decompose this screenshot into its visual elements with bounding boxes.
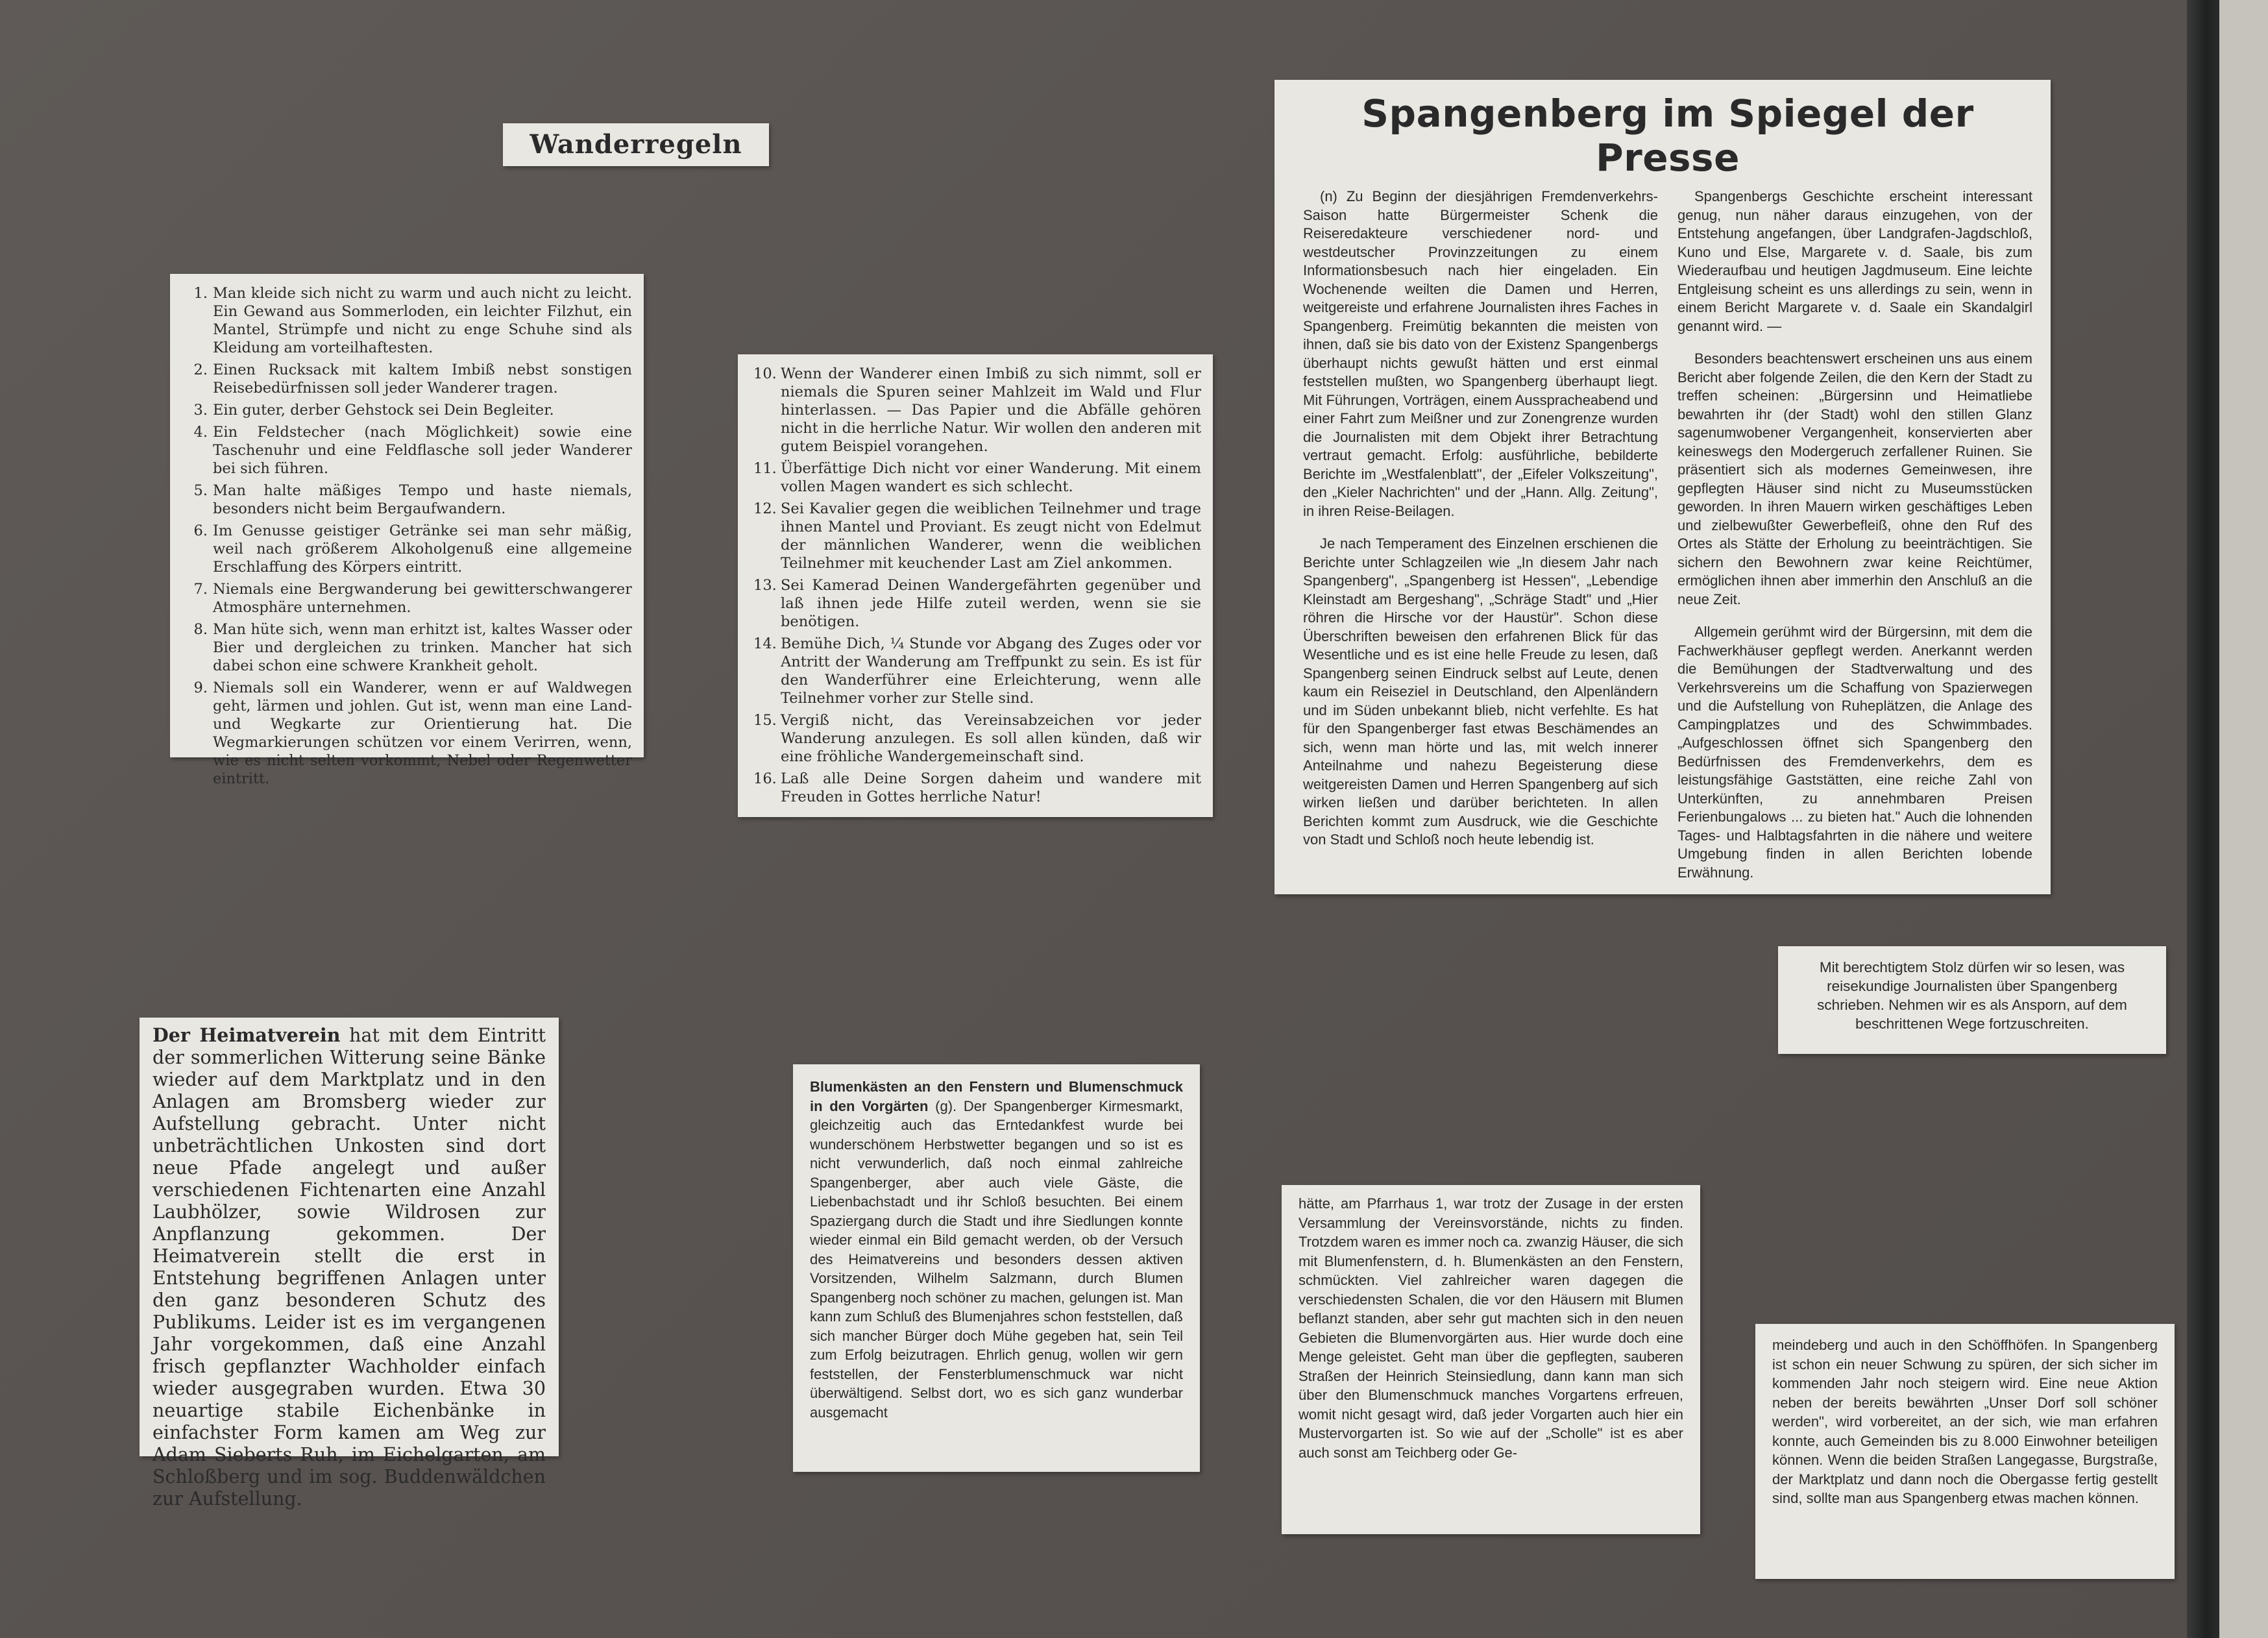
rule-number: 11. xyxy=(753,460,777,477)
stolz-clipping: Mit berechtigtem Stolz dürfen wir so lesen, was reisekundige Journalisten über Spangenberg schrieben. Nehmen wir es als Ansporn, auf dem beschrittenen Wege fortzuschreiten. xyxy=(1778,946,2166,1054)
rule-text: Ein Feldstecher (nach Möglichkeit) sowie eine Taschenuhr und eine Feldflasche soll jeder Wanderer bei sich führen. xyxy=(213,424,632,477)
press-paragraph: Besonders beachtenswert erscheinen uns aus einem Bericht aber folgende Zeilen, die den Kern der Stadt zu treffen scheinen: „Bürgersinn und Heimatliebe bewahrten ihr (der Stadt) wohl den stillen Glanz sagenumwobener Vergangenheit, konservierten aber keineswegs den Modergeruch zerfallener Ruinen. Sie präsentiert sich als modernes Gemeinwesen, ihre gepflegten Häuser sind nicht zu Museumsstücken geworden. In ihren Mauern wirken geschäftiges Leben und zielbewußter Gewerbefleiß, ohne den Ruf des Ortes als Stätte der Erholung zu beeinträchtigen. Sie sichern den Bewohnern zwar keine Reichtümer, ermöglichen ihnen aber immerhin den Anschluß an die neue Zeit. xyxy=(1677,350,2032,607)
rule-item xyxy=(186,482,632,518)
heimatverein-text xyxy=(152,1024,546,1510)
rule-number: 7. xyxy=(193,581,208,598)
rules-clipping-1 xyxy=(170,274,644,787)
rule-text: Sei Kavalier gegen die weiblichen Teilnehmer und trage ihnen Mantel und Proviant. Es zeugt nicht von Edelmut der männlichen Wanderer, wenn die weiblichen Teilnehmer mit keuchender Last am Ziel ankommen. xyxy=(781,500,1201,572)
rule-number: 15. xyxy=(753,712,777,729)
press-column-1 xyxy=(1303,188,1658,896)
rule-item xyxy=(753,770,1201,806)
press-headline: Spangenberg im Spiegel der Presse xyxy=(1361,92,1974,180)
rule-item xyxy=(186,284,632,357)
rule-text: Niemals eine Bergwanderung bei gewitterschwangerer Atmosphäre unternehmen. xyxy=(213,581,632,616)
press-paragraph: Spangenbergs Geschichte erscheint interessant genug, nun näher daraus einzugehen, von der Entstehung angefangen, über Landgrafen-Jagdschloß, Kuno und Else, Margarete v. d. Saale, bis zum Wiederaufbau und heutigen Jagdmuseum. Eine leichte Entgleisung scheint es uns allerdings zu sein, wenn in einem Bericht Margarete v. d. Saale ein Skandalgirl genannt wird. — xyxy=(1677,188,2032,334)
rule-number: 3. xyxy=(193,402,208,419)
rule-text: Laß alle Deine Sorgen daheim und wandere mit Freuden in Gottes herrliche Natur! xyxy=(781,770,1201,805)
rule-number: 14. xyxy=(753,635,777,652)
blumen-clipping-1 xyxy=(793,1064,1200,1472)
heimatverein-clipping xyxy=(140,1018,559,1510)
rule-item xyxy=(753,711,1201,766)
rule-number: 16. xyxy=(753,770,777,787)
blumen-text-1 xyxy=(810,1077,1183,1422)
rule-item xyxy=(753,365,1201,456)
rule-text: Man hüte sich, wenn man erhitzt ist, kaltes Wasser oder Bier und dergleichen zu trinken. Mancher hat sich dabei schon eine schwere Krankheit geholt. xyxy=(213,621,632,674)
rule-item xyxy=(753,500,1201,572)
rule-item xyxy=(186,423,632,478)
rule-number: 12. xyxy=(753,500,777,517)
rule-item xyxy=(753,576,1201,631)
rule-item xyxy=(753,459,1201,496)
rule-number: 10. xyxy=(753,365,777,382)
rule-text: Überfättige Dich nicht vor einer Wanderung. Mit einem vollen Magen wandert es sich schlecht. xyxy=(781,460,1201,495)
blumen-body-1: (g). Der Spangenberger Kirmesmarkt, gleichzeitig auch das Erntedankfest wurde bei wunderschönem Herbstwetter begangen und so ist es nicht verwunderlich, daß noch einmal zahlreiche Spangenberger, aber auch viele Gäste, die Liebenbachstadt und ihr Schloß besuchten. Bei einem Spaziergang durch die Stadt und ihre Siedlungen konnte wieder einmal ein Bild gemacht werden, ob der Versuch des Heimatvereins und besonders dessen aktiven Vorsitzenden, Wilhelm Salzmann, durch Blumen Spangenberg noch schöner zu machen, gelungen ist. Man kann zum Schluß des Blumenjahres schon feststellen, daß sich mancher Bürger doch Mühe gegeben hat, sein Teil zum Erfolg beizutragen. Ehrlich genug, wollen wir gern feststellen, der Fensterblumenschmuck war nicht überwältigend. Selbst dort, wo es sich ganz wunderbar ausgemacht xyxy=(810,1097,1184,1421)
blumen-clipping-3: meindeberg und auch in den Schöffhöfen. In Spangenberg ist schon ein neuer Schwung zu spüren, der sich sicher im kommenden Jahr noch steigern wird. Eine neue Aktion neben der bereits bewährten „Unser Dorf soll schöner werden", wird vorbereitet, an der sich, wie man erfahren konnte, auch Gemeinden bis zu 8.000 Einwohner beteiligen können. Wenn die beiden Straßen Langegasse, Burgstraße, der Marktplatz und dann noch die Obergasse fertig gestellt sind, sollte man aus Spangenberg etwas machen können. xyxy=(1755,1324,2175,1579)
rule-item xyxy=(186,522,632,576)
rule-text: Einen Rucksack mit kaltem Imbiß nebst sonstigen Reisebedürfnissen soll jeder Wanderer tragen. xyxy=(213,361,632,397)
rule-text: Niemals soll ein Wanderer, wenn er auf Waldwegen geht, lärmen und johlen. Gut ist, wenn man eine Land- und Wegkarte zur Orientierung hat. Die Wegmarkierungen schützen vor einem Verirren, wenn, wie es nicht selten vorkommt, Nebel oder Regenwetter eintritt. xyxy=(213,679,632,787)
press-paragraph: Allgemein gerühmt wird der Bürgersinn, mit dem die Fachwerkhäuser gepflegt werden. Anerkannt werden die Bemühungen der Stadtverwaltung und des Verkehrsvereins um die Schaffung von Spazierwegen und die Aufstellung von Ruheplätzen, die Anlage des Campingplatzes und des Schwimmbades. „Aufgeschlossen öffnet sich Spangenberg den Bedürfnissen des Fremdenverkehrs, dem es leistungsfähige Gaststätten, eine reiche Zahl von Unterkünften, zu annehmbaren Preisen Ferienbungalows ... zu bieten hat." Auch die lohnenden Tages- und Halbtagsfahrten in die nähere und weitere Umgebung finden in allen Berichten lobende Erwähnung. xyxy=(1677,624,2032,881)
rule-text: Man halte mäßiges Tempo und haste niemals, besonders nicht beim Bergaufwandern. xyxy=(213,482,632,517)
rule-text: Bemühe Dich, ¼ Stunde vor Abgang des Zuges oder vor Antritt der Wanderung am Treffpunkt zu sein. Es ist für den Wanderführer eine Erleichterung, wenn alle Teilnehmer vorher zur Stelle sind. xyxy=(781,635,1201,707)
rule-text: Man kleide sich nicht zu warm und auch nicht zu leicht. Ein Gewand aus Sommerloden, ein leichter Filzhut, ein Mantel, Strümpfe und nicht zu enge Schuhe sind als Kleidung am vorteilhaftesten. xyxy=(213,285,632,356)
rules-list-2 xyxy=(753,365,1201,806)
press-paragraph: (n) Zu Beginn der diesjährigen Fremdenverkehrs-Saison hatte Bürgermeister Schenk die Reiseredakteure verschiedener nord- und westdeutscher Provinzzeitungen zu einem Informationsbesuch nach hier eingeladen. Ein Wochenende weilten die Damen und Herren, weitgereiste und erfahrene Journalisten ihres Faches in Spangenberg. Freimütig bekannten die meisten von ihnen, daß sie bis dato von der Existenz Spangenbergs überhaupt nichts gewußt hätten und erst einmal feststellen mußten, wo Spangenberg überhaupt liegt. Mit Führungen, Vorträgen, einem Aussprachеabend und einer Fahrt zum Meißner und zur Zonengrenze wurden die Journalisten mit dem Objekt ihrer Betrachtung vertraut gemacht. Erfolg: ausführliche, bebilderte Berichte im „Westfalenblatt", der „Eifeler Volkszeitung", den „Kieler Nachrichten" und der „Hann. Allg. Zeitung", in ihren Reise-Beilagen. xyxy=(1303,188,1658,519)
rule-text: Vergiß nicht, das Vereinsabzeichen vor jeder Wanderung anzulegen. Es soll allen künden, daß wir eine fröhliche Wandergemeinschaft sind. xyxy=(781,712,1201,765)
rule-number: 5. xyxy=(193,482,208,499)
rule-item xyxy=(186,580,632,617)
blumen-clipping-2: hätte, am Pfarrhaus 1, war trotz der Zusage in der ersten Versammlung der Vereinsvorstände, nichts zu finden. Trotzdem waren es immer noch ca. zwanzig Häuser, die sich mit Blumenfenstern, d. h. Blumenkästen an den Fenstern, schmückten. Viel zahlreicher waren dagegen die verschiedensten Schalen, die vor den Häusern mit Blumen beflanzt standen, aber sehr gut machten sich in den neuen Gebieten die Blumenvorgärten aus. Hier wurde doch eine Menge geleistet. Geht man über die gepflegten, sauberen Straßen der Heinrich Steinsiedlung, dann kann man sich über den Blumenschmuck manches Vorgartens erfreuen, womit nicht gesagt wird, daß jeder Vorgarten auch hier ein Mustervorgarten ist. So wie auf der „Scholle" ist es aber auch sonst am Teichberg oder Ge- xyxy=(1282,1185,1700,1534)
rule-number: 8. xyxy=(193,621,208,638)
rule-item xyxy=(186,361,632,397)
blumen-headline: Blumenkästen an den Fenstern und Blumenschmuck in den Vorgärten xyxy=(810,1079,1183,1114)
rule-number: 6. xyxy=(193,522,208,539)
heimatverein-lead: Der Heimatverein xyxy=(152,1024,341,1046)
rule-item xyxy=(186,620,632,675)
heimatverein-body: hat mit dem Eintritt der sommerlichen Witterung seine Bänke wieder auf dem Marktplatz und in den Anlagen am Bromsberg wieder zur Aufstellung gebracht. Unter nicht unbeträchtlichen Unkosten sind dort neue Pfade angelegt und außer verschiedenen Fichtenarten eine Anzahl Laubhölzer, sowie Wildrosen zur Anpflanzung gekommen. Der Heimatverein stellt die erst in Entstehung begriffenen Anlagen unter den ganz besonderen Schutz des Publikums. Leider ist es im vergangenen Jahr vorgekommen, daß eine Anzahl frisch gepflanzter Wachholder einfach wieder ausgegraben wurden. Etwa 30 neuartige stabile Eichenbänke in einfachster Form kamen am Weg zur Adam Sieberts Ruh, im Eichelgarten, am Schloßberg und im sog. Buddenwäldchen zur Aufstellung. xyxy=(152,1025,546,1510)
rule-item xyxy=(753,635,1201,707)
rule-item xyxy=(186,679,632,788)
press-paragraph: Je nach Temperament des Einzelnen erschienen die Berichte unter Schlagzeilen wie „In diesem Jahr nach Spangenberg", „Spangenberg ist Hessen", „Lebendige Kleinstadt am Bergeshang", „Schräge Stadt" und „Hier röhren die Hirsche vor der Haustür". Schon diese Überschriften beweisen den erfahrenen Blick für das Wesentliche und es ist eine helle Freude zu lesen, daß Spangenberg seinen Eindruck selbst auf Leute, denen kaum ein Reiseziel in Deutschland, den Alpenländern und im Süden unbekannt blieb, nicht verfehlte. Es hat für den Spangenberger fast etwas Beschämendes an sich, wenn man hörte und las, mit welch innerer Anteilnahme und nahezu Begeisterung diese weitgereisten Damen und Herren Spangenberg auf sich wirken ließen und darüber berichteten. In allen Berichten kommt zum Ausdruck, wie die Geschichte von Stadt und Schloß noch heute lebendig ist. xyxy=(1303,535,1658,848)
press-clipping xyxy=(1274,80,2051,894)
rule-number: 9. xyxy=(193,679,208,696)
album-spine xyxy=(2187,0,2219,1638)
press-column-2 xyxy=(1677,188,2032,896)
rule-number: 13. xyxy=(753,577,777,594)
rule-number: 4. xyxy=(193,424,208,441)
background-surface xyxy=(2219,0,2268,1638)
rule-text: Ein guter, derber Gehstock sei Dein Begleiter. xyxy=(213,402,554,419)
rule-item xyxy=(186,401,632,419)
rule-number: 1. xyxy=(193,285,208,302)
wanderregeln-title: Wanderregeln xyxy=(503,123,769,166)
rule-text: Sei Kamerad Deinen Wandergefährten gegenüber und laß ihnen jede Hilfe zuteil werden, wenn sie sie benötigen. xyxy=(781,577,1201,630)
rule-text: Im Genusse geistiger Getränke sei man sehr mäßig, weil nach größerem Alkoholgenuß eine allgemeine Erschlaffung des Körpers eintritt. xyxy=(213,522,632,576)
rule-text: Wenn der Wanderer einen Imbiß zu sich nimmt, soll er niemals die Spuren seiner Mahlzeit im Wald und Flur hinterlassen. — Das Papier und die Abfälle gehören nicht in die herrliche Natur. Wir wollen den anderen mit gutem Beispiel vorangehen. xyxy=(781,365,1201,455)
rules-list-1 xyxy=(186,284,632,788)
rule-number: 2. xyxy=(193,361,208,378)
rules-clipping-2 xyxy=(738,354,1213,817)
